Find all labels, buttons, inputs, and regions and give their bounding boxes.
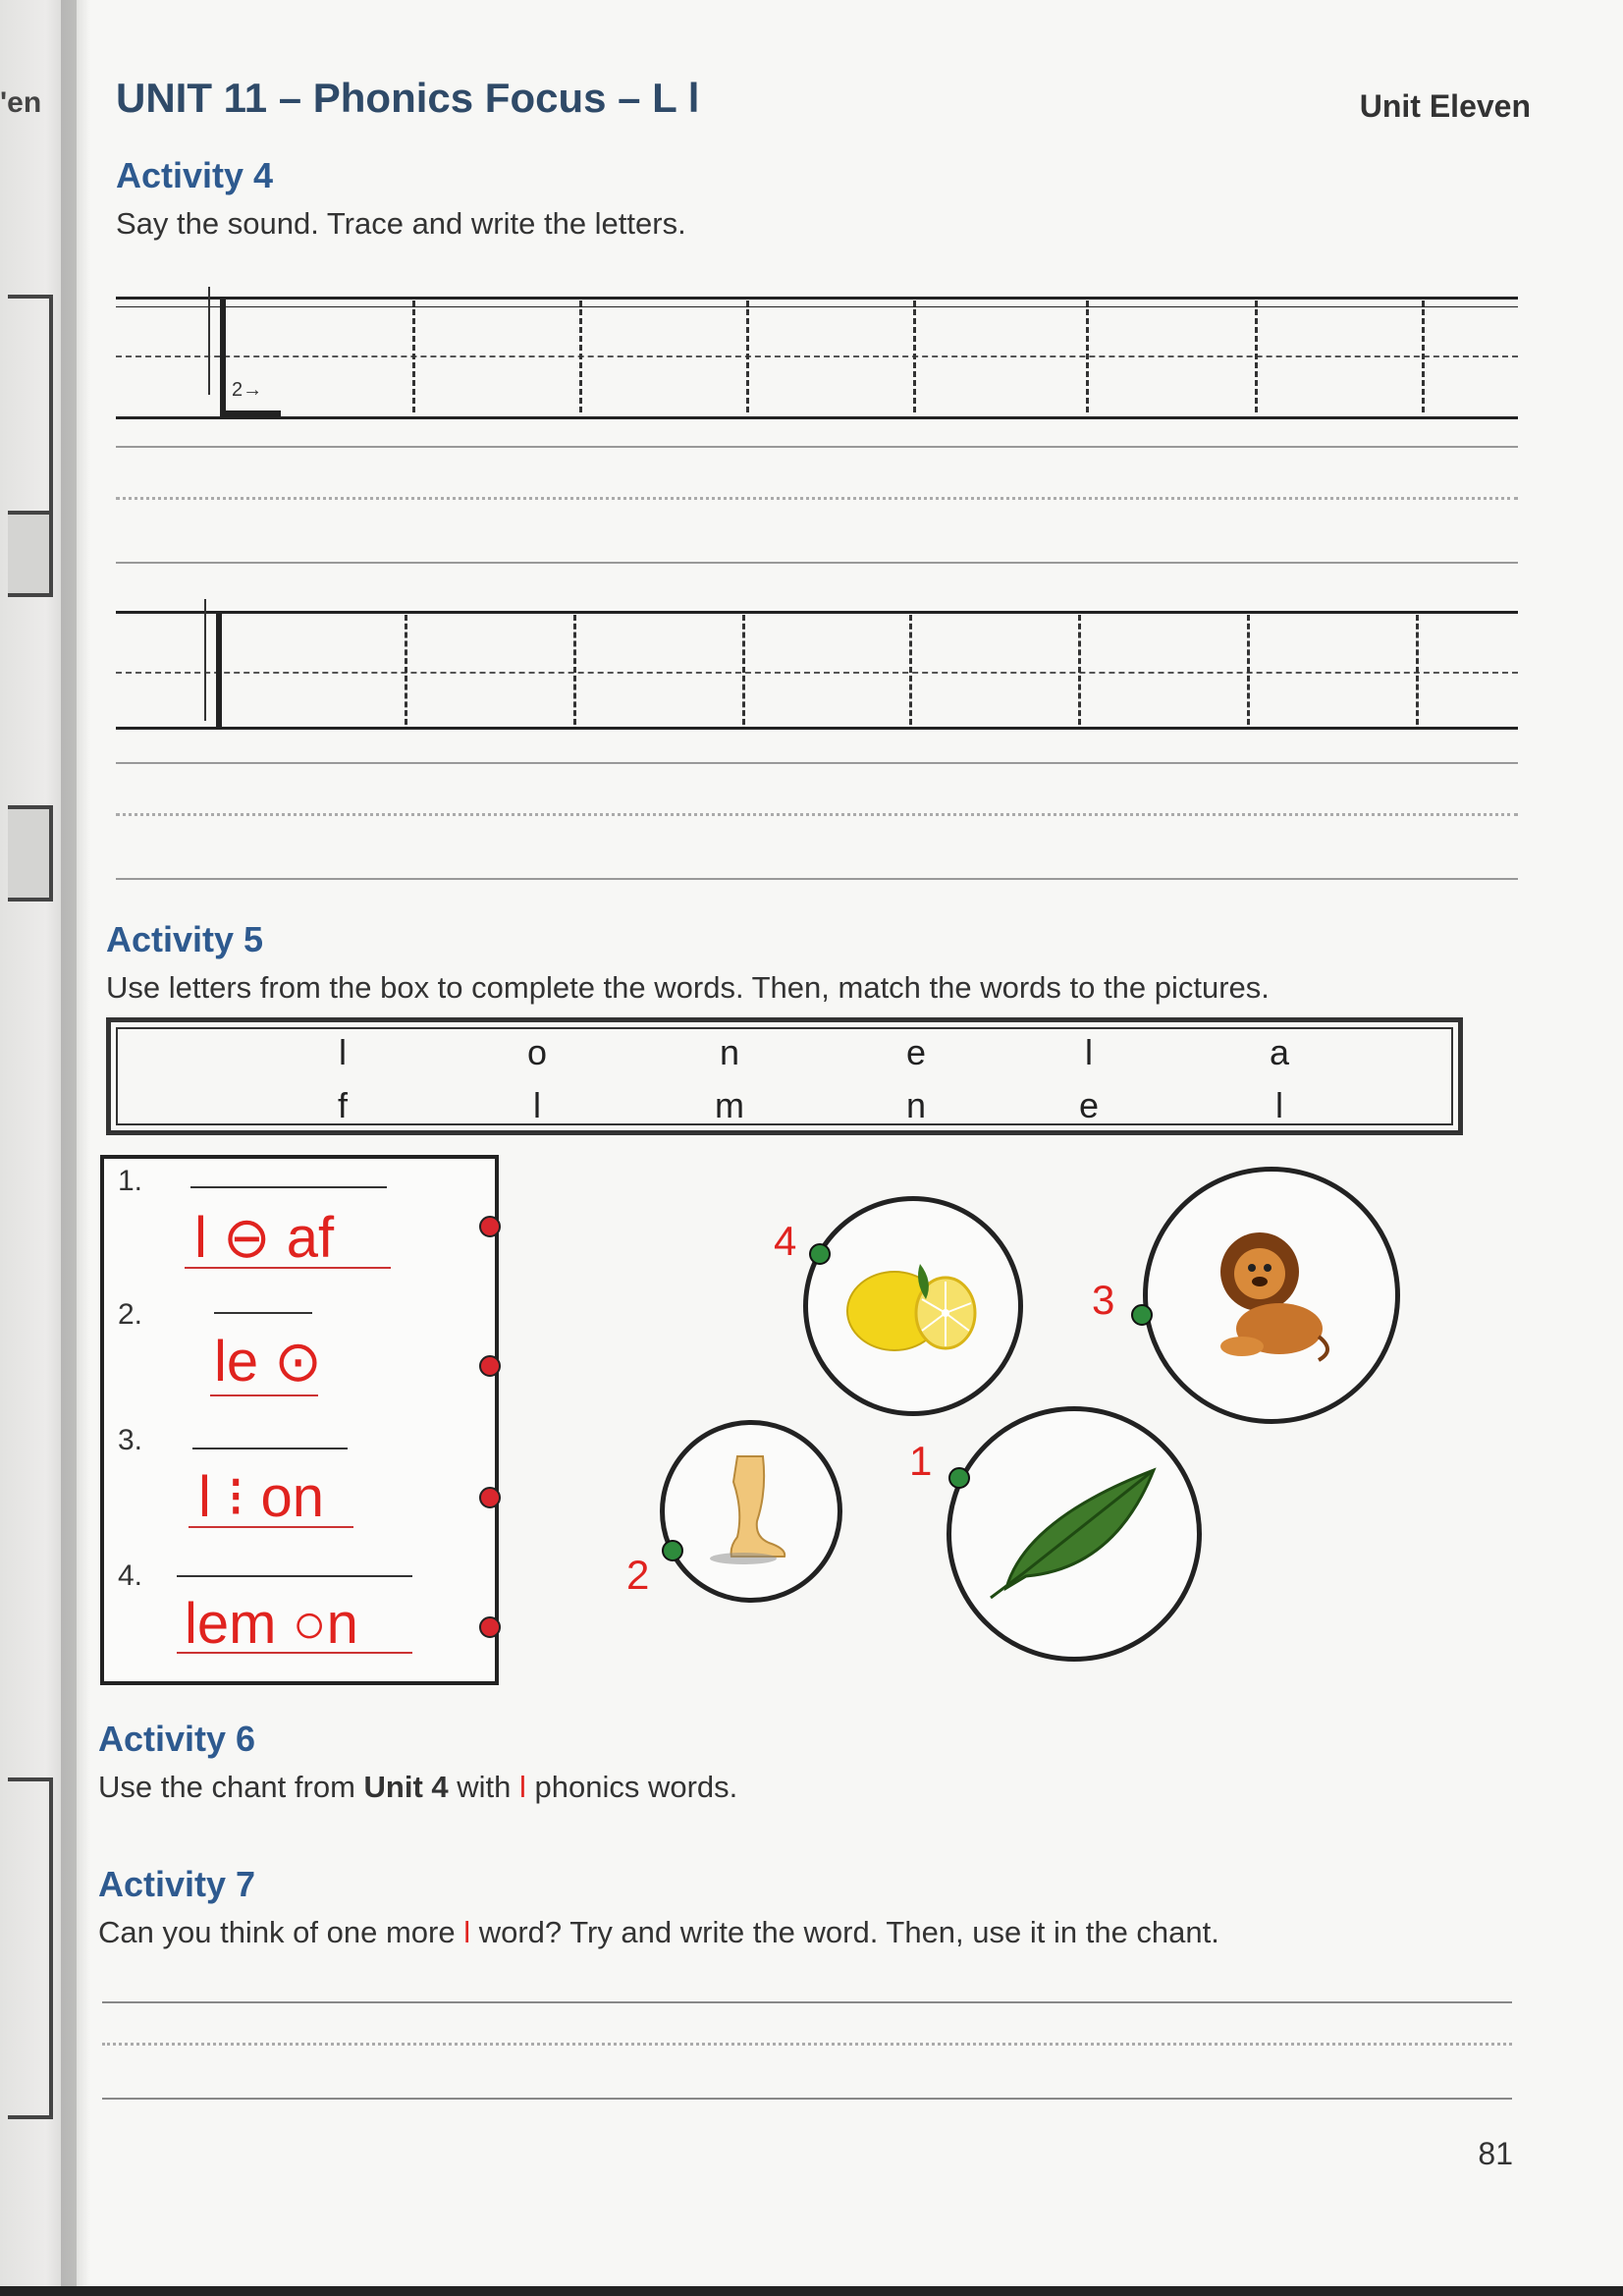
- word-answer[interactable]: lem ○n: [185, 1592, 358, 1656]
- match-dot-1[interactable]: [479, 1216, 501, 1237]
- picture-number: 4: [774, 1218, 797, 1264]
- page-edge: [0, 2286, 1623, 2296]
- page-title: [116, 75, 699, 122]
- match-dot-4[interactable]: [479, 1616, 501, 1638]
- word-number: 3.: [118, 1424, 143, 1456]
- lemon-icon: [836, 1248, 993, 1366]
- leg-icon: [704, 1452, 802, 1570]
- word-answer[interactable]: l ⁝ on: [198, 1465, 325, 1529]
- picture-number: 1: [909, 1438, 933, 1484]
- letter-cell: f: [337, 1085, 348, 1125]
- page-number: 81: [1478, 2136, 1513, 2171]
- focus-title: Phonics Focus – L l: [312, 75, 700, 121]
- letter-cell: m: [715, 1085, 744, 1125]
- stroke-hint: 2→: [232, 379, 263, 401]
- spine-shadow: [61, 0, 90, 2296]
- running-title: Unit Eleven: [1359, 88, 1531, 124]
- activity5-instruction: Use letters from the box to complete the words. Then, match the words to the pictures.: [106, 970, 1270, 1005]
- previous-page-word: 'en: [0, 86, 42, 119]
- word-number: 1.: [118, 1165, 143, 1197]
- activity4-title: Activity 4: [116, 155, 274, 195]
- lion-icon: [1203, 1223, 1340, 1370]
- activity5-title: Activity 5: [106, 919, 264, 959]
- picture-circle-leg[interactable]: [660, 1420, 842, 1603]
- picture-number: 2: [626, 1552, 650, 1598]
- letter-cell: o: [526, 1032, 548, 1072]
- word-box-4[interactable]: [100, 1554, 499, 1685]
- letter-cell: l: [1275, 1085, 1283, 1125]
- picture-circle-lemon[interactable]: [803, 1196, 1023, 1416]
- word-answer[interactable]: le ⊙: [214, 1330, 322, 1394]
- letter-cell: a: [1269, 1032, 1290, 1072]
- word-box-3[interactable]: [100, 1418, 499, 1558]
- previous-page-box: [8, 1777, 53, 2119]
- word-answer[interactable]: l ⊖ af: [194, 1206, 335, 1270]
- match-dot-3[interactable]: [479, 1487, 501, 1508]
- activity7-instruction: Can you think of one more l word? Try and write the word. Then, use it in the chant.: [98, 1915, 1219, 1949]
- picture-circle-lion[interactable]: [1143, 1167, 1400, 1424]
- letter-cell: e: [1078, 1085, 1100, 1125]
- word-box-1[interactable]: [100, 1155, 499, 1300]
- word-box-2[interactable]: [100, 1292, 499, 1422]
- picture-dot-leg[interactable]: [662, 1540, 683, 1561]
- match-dot-2[interactable]: [479, 1355, 501, 1377]
- activity6-title: Activity 6: [98, 1719, 256, 1759]
- letter-cell: l: [1085, 1032, 1093, 1072]
- activity7-title: Activity 7: [98, 1864, 256, 1904]
- previous-page-box: [8, 805, 53, 902]
- letter-cell: l: [339, 1032, 347, 1072]
- letter-cell: n: [719, 1032, 740, 1072]
- picture-circle-leaf[interactable]: [947, 1406, 1202, 1662]
- title-dash: –: [267, 75, 313, 121]
- letter-cell: n: [905, 1085, 927, 1125]
- picture-dot-lion[interactable]: [1131, 1304, 1153, 1326]
- leaf-icon: [987, 1460, 1163, 1608]
- letter-cell: l: [533, 1085, 541, 1125]
- letter-cell: e: [905, 1032, 927, 1072]
- picture-number: 3: [1092, 1277, 1115, 1323]
- previous-page-box: [8, 511, 53, 597]
- activity4-instruction: Say the sound. Trace and write the letters.: [116, 206, 686, 241]
- word-number: 2.: [118, 1298, 143, 1331]
- unit-label: UNIT 11: [116, 75, 268, 121]
- picture-dot-leaf[interactable]: [948, 1467, 970, 1489]
- letter-box: [106, 1017, 1463, 1135]
- word-number: 4.: [118, 1559, 143, 1592]
- activity6-instruction: Use the chant from Unit 4 with l phonics words.: [98, 1770, 738, 1804]
- picture-dot-lemon[interactable]: [809, 1243, 831, 1265]
